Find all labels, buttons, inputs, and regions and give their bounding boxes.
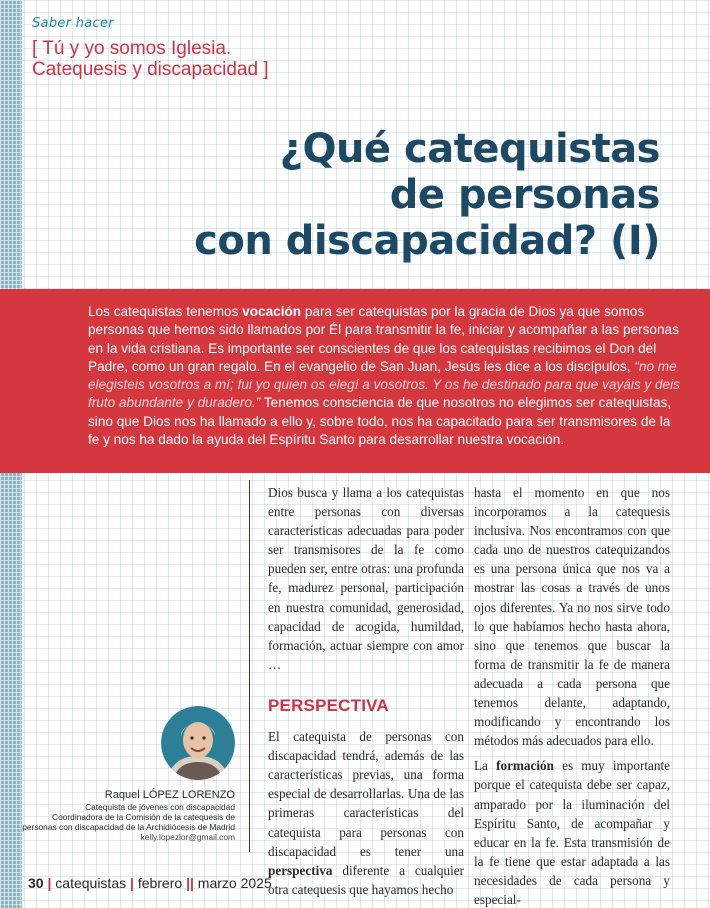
lead-paragraph-box [0, 289, 710, 473]
series-line-1: [ Tú y yo somos Iglesia. [32, 38, 232, 59]
author-email: kelly.lopezlor@gmail.com [140, 832, 235, 842]
subhead-perspectiva: PERSPECTIVA [268, 695, 389, 715]
footer-separator: | [47, 875, 52, 891]
col2-paragraph-2 [474, 756, 670, 908]
issue-month-2: marzo 2025 [197, 875, 272, 891]
col2-p2-text-b: es muy importante porque el catequista debe ser capaz, amparado por la iluminación del Espíritu Santo, de acompañar y educar en la fe. Esta transmisión de la fe tiene que estar adaptada a las necesidades de cada persona y especial- [474, 758, 670, 907]
lead-text-c: Tenemos consciencia de que nosotros no elegimos ser catequistas, sino que Dios nos ha llamado a ello y, sobre todo, nos ha capacitado para ser transmisores de la fe y nos ha dado la ayuda del Espíritu Santo para desarrollar nuestra vocación. [88, 395, 672, 448]
lead-bold-vocacion: vocación [242, 304, 302, 319]
lead-text-b: para ser catequistas por la gracia de Dios ya que somos personas que hemos sido llamados por Él para transmitir la fe, iniciar y acompañar a las personas en la vida cristiana. Es importante ser conscientes de que los catequistas recibimos el Don del Padre, como un gran regalo. En el evangelio de San Juan, Jesús les dice a los discípulos, [88, 304, 679, 374]
page-number: 30 [28, 875, 44, 891]
footer-separator: | [130, 875, 134, 891]
author-credit [5, 789, 235, 842]
col1-paragraph-2 [268, 727, 464, 899]
lead-paragraph [88, 303, 680, 449]
lead-text-a: Los catequistas tenemos [88, 304, 243, 319]
issue-month-1: febrero [137, 875, 183, 891]
article-title [190, 126, 660, 264]
col1-paragraph-1: Dios busca y llama a los catequistas entre personas con diversas características adecuadas para poder ser transmisores de la fe como pueden ser, entre otras: una profunda fe, madurez personal, participación en nuestra comunidad, generosidad, capacidad de acogida, humildad, formación, actuar siempre con amor … [268, 485, 464, 672]
column-divider [249, 480, 250, 852]
col1-p2-text-a: El catequista de personas con discapacidad tendrá, además de las características previas, una forma especial de desarrollarlas. Una de las primeras características del catequista para personas con discapacidad es tener una [268, 729, 464, 859]
author-role-1: Catequista de jóvenes con discapacidad [85, 802, 235, 812]
section-label: Saber hacer [32, 16, 114, 31]
col1-p2-bold: perspectiva [268, 862, 333, 878]
author-role-2: Coordinadora de la Comisión de la catequesis de [52, 812, 235, 822]
col1-p2-text-b: diferente a cualquier otra catequesis que hayamos hecho [268, 862, 464, 897]
author-portrait-icon [161, 706, 235, 780]
title-line-3: con discapacidad? (I) [194, 218, 660, 264]
series-line-2: Catequesis y discapacidad ] [32, 59, 269, 80]
body-column-1 [268, 483, 464, 905]
col2-p2-text-a: La [474, 758, 497, 774]
author-name: Raquel LÓPEZ LORENZO [104, 789, 235, 801]
title-line-2: de personas [389, 172, 660, 218]
author-photo [161, 706, 235, 780]
body-column-2 [474, 483, 670, 908]
series-heading [32, 38, 269, 80]
col2-p2-bold: formación [496, 758, 554, 774]
author-role-3: personas con discapacidad de la Archidiócesis de Madrid [22, 822, 235, 832]
footer-separator: || [186, 875, 194, 891]
col2-paragraph-1: hasta el momento en que nos incorporamos a la catequesis inclusiva. Nos encontramos con que cada uno de nuestros catequizandos es una persona única que nos va a mostrar las cosas a través de unos ojos diferentes. Ya no nos sirve todo lo que habíamos hecho hasta ahora, sino que tenemos que buscar la forma de transmitir la fe de manera adecuada a cada persona que tenemos delante, adaptando, modificando y encontrando los métodos más adecuados para ello. [474, 485, 670, 749]
title-line-1: ¿Qué catequistas [279, 126, 660, 172]
lead-gospel-quote: “no me elegisteis vosotros a mí; fui yo quien os elegí a vosotros. Y os he destinado para que vayáis y deis fruto abundante y duradero.” [88, 358, 680, 411]
magazine-name: catequistas [55, 875, 127, 891]
page-footer [28, 875, 272, 891]
